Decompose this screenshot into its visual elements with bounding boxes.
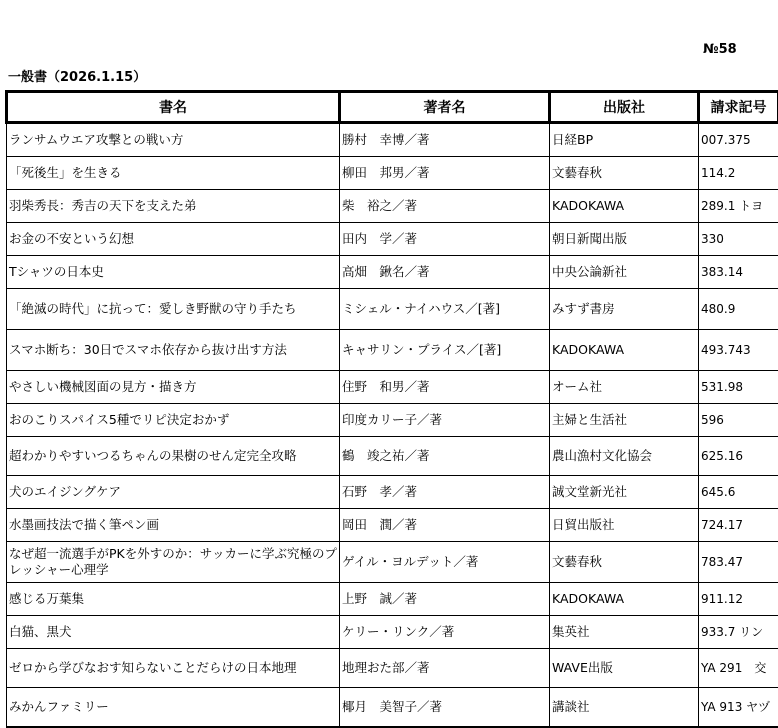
book-title: ゼロから学びなおす知らないことだらけの日本地理: [7, 649, 340, 688]
book-publisher: 日経BP: [550, 123, 699, 157]
table-row: [7, 123, 778, 157]
table-row: [7, 371, 778, 404]
book-title: スマホ断ち：30日でスマホ依存から抜け出す方法: [7, 330, 340, 371]
column-header-call-number: 請求記号: [699, 92, 778, 123]
table-row: [7, 649, 778, 688]
book-title: 白猫、黒犬: [7, 616, 340, 649]
book-call-number: 596: [699, 404, 778, 437]
table-row: [7, 157, 778, 190]
book-title: お金の不安という幻想: [7, 223, 340, 256]
column-header-author: 著者名: [340, 92, 550, 123]
book-call-number: 531.98: [699, 371, 778, 404]
book-publisher: 文藝春秋: [550, 157, 699, 190]
book-title: みかんファミリー: [7, 688, 340, 728]
table-row: [7, 509, 778, 542]
book-title: 水墨画技法で描く筆ペン画: [7, 509, 340, 542]
book-publisher: 朝日新聞出版: [550, 223, 699, 256]
book-call-number: 493.743: [699, 330, 778, 371]
table-row: [7, 223, 778, 256]
table-row: [7, 404, 778, 437]
column-header-publisher: 出版社: [550, 92, 699, 123]
book-author: ゲイル・ヨルデット／著: [340, 542, 550, 583]
book-title: 羽柴秀長：秀吉の天下を支えた弟: [7, 190, 340, 223]
book-call-number: 783.47: [699, 542, 778, 583]
book-publisher: 中央公論新社: [550, 256, 699, 289]
book-author: 岡田 潤／著: [340, 509, 550, 542]
book-publisher: 主婦と生活社: [550, 404, 699, 437]
book-title: おのこりスパイス5種でリピ決定おかず: [7, 404, 340, 437]
book-publisher: 文藝春秋: [550, 542, 699, 583]
book-publisher: KADOKAWA: [550, 330, 699, 371]
book-call-number: YA 291 交: [699, 649, 778, 688]
book-title: 感じる万葉集: [7, 583, 340, 616]
book-author: 住野 和男／著: [340, 371, 550, 404]
book-publisher: WAVE出版: [550, 649, 699, 688]
book-author: 地理おた部／著: [340, 649, 550, 688]
table-row: [7, 688, 778, 728]
book-author: 石野 孝／著: [340, 476, 550, 509]
book-publisher: 集英社: [550, 616, 699, 649]
book-call-number: 625.16: [699, 437, 778, 476]
book-publisher: 農山漁村文化協会: [550, 437, 699, 476]
table-row: [7, 583, 778, 616]
book-publisher: オーム社: [550, 371, 699, 404]
book-author: キャサリン・プライス／[著]: [340, 330, 550, 371]
book-author: ケリー・リンク／著: [340, 616, 550, 649]
table-row: [7, 256, 778, 289]
book-author: 鶴 竣之祐／著: [340, 437, 550, 476]
book-call-number: 724.17: [699, 509, 778, 542]
book-call-number: 911.12: [699, 583, 778, 616]
book-author: 高畑 鍬名／著: [340, 256, 550, 289]
book-list-table: [5, 90, 778, 728]
book-title: 「死後生」を生きる: [7, 157, 340, 190]
book-author: 柴 裕之／著: [340, 190, 550, 223]
book-call-number: YA 913 ヤヅ: [699, 688, 778, 728]
table-row: [7, 476, 778, 509]
column-header-title: 書名: [7, 92, 340, 123]
table-row: [7, 330, 778, 371]
book-call-number: 007.375: [699, 123, 778, 157]
book-title: ランサムウエア攻撃との戦い方: [7, 123, 340, 157]
book-call-number: 383.14: [699, 256, 778, 289]
book-call-number: 480.9: [699, 289, 778, 330]
book-publisher: 日貿出版社: [550, 509, 699, 542]
book-author: 柳田 邦男／著: [340, 157, 550, 190]
book-author: 上野 誠／著: [340, 583, 550, 616]
book-publisher: 講談社: [550, 688, 699, 728]
book-title: やさしい機械図面の見方・描き方: [7, 371, 340, 404]
book-call-number: 289.1 トヨ: [699, 190, 778, 223]
list-number: №58: [703, 42, 737, 57]
book-publisher: KADOKAWA: [550, 190, 699, 223]
book-author: 勝村 幸博／著: [340, 123, 550, 157]
book-publisher: みすず書房: [550, 289, 699, 330]
page-title: 一般書（2026.1.15）: [8, 66, 146, 85]
book-author: 田内 学／著: [340, 223, 550, 256]
book-title: 超わかりやすいつるちゃんの果樹のせん定完全攻略: [7, 437, 340, 476]
book-call-number: 645.6: [699, 476, 778, 509]
table-row: [7, 437, 778, 476]
book-author: 印度カリー子／著: [340, 404, 550, 437]
table-row: [7, 190, 778, 223]
book-title: 犬のエイジングケア: [7, 476, 340, 509]
book-call-number: 114.2: [699, 157, 778, 190]
book-call-number: 933.7 リン: [699, 616, 778, 649]
book-call-number: 330: [699, 223, 778, 256]
book-title: なぜ超一流選手がPKを外すのか：サッカーに学ぶ究極のプレッシャー心理学: [7, 542, 340, 583]
book-author: 椰月 美智子／著: [340, 688, 550, 728]
table-header-row: [7, 92, 778, 123]
book-publisher: KADOKAWA: [550, 583, 699, 616]
book-title: 「絶滅の時代」に抗って：愛しき野獣の守り手たち: [7, 289, 340, 330]
book-title: Tシャツの日本史: [7, 256, 340, 289]
book-author: ミシェル・ナイハウス／[著]: [340, 289, 550, 330]
table-row: [7, 289, 778, 330]
table-row: [7, 542, 778, 583]
book-publisher: 誠文堂新光社: [550, 476, 699, 509]
table-row: [7, 616, 778, 649]
